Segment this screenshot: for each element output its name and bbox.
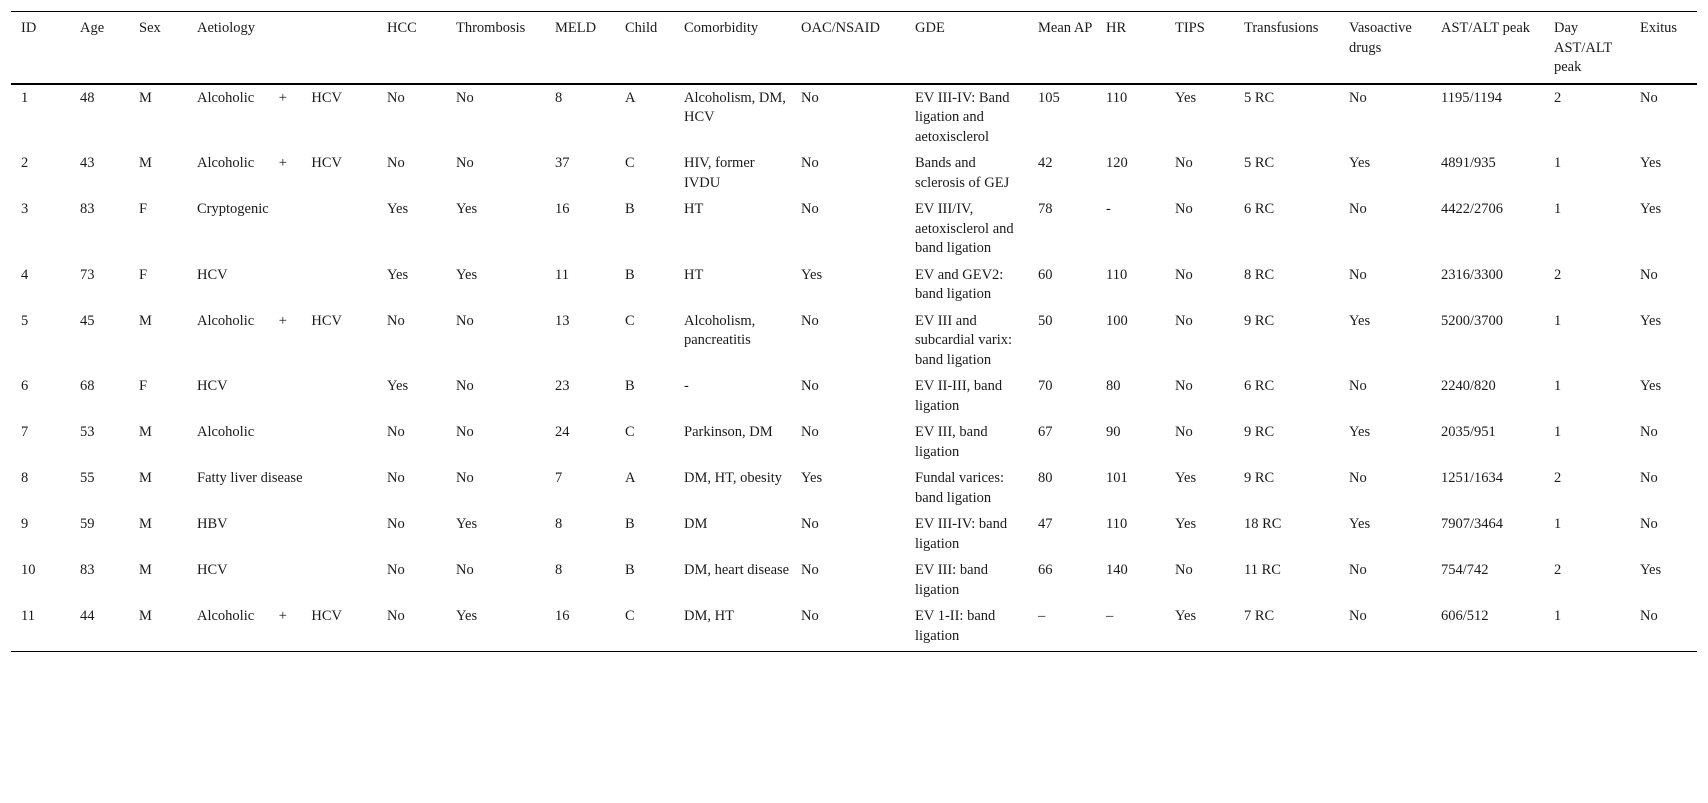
- cell-tips: No: [1175, 562, 1193, 578]
- cell-meld: 13: [555, 312, 570, 329]
- cell-child: C: [625, 155, 635, 171]
- table-body: [11, 84, 1697, 652]
- cell-exitus: No: [1640, 89, 1658, 106]
- cell-hcc: Yes: [387, 378, 409, 394]
- cell-ast-alt-peak: 606/512: [1431, 603, 1544, 652]
- cell-ast-alt-peak: 2316/3300: [1441, 266, 1504, 283]
- cell-day-ast-alt-peak: 2: [1554, 266, 1562, 283]
- cell-meld: 37: [555, 155, 570, 171]
- cell-gde: Fundal varices: band ligation: [915, 470, 1004, 506]
- table-row: [11, 84, 1697, 151]
- cell-oac-nsaid: No: [801, 424, 819, 440]
- cell-age: 43: [80, 155, 95, 171]
- cell-ast-alt-peak: 1251/1634: [1441, 470, 1504, 486]
- cell-mean-ap: 50: [1038, 312, 1053, 329]
- aetiology-part: HCV: [311, 608, 342, 624]
- cell-id: 1: [21, 89, 29, 106]
- aetiology-part: +: [278, 89, 287, 106]
- cell-oac-nsaid: No: [801, 562, 819, 578]
- cell-transfusions: 9 RC: [1244, 424, 1275, 440]
- cell-child: B: [625, 516, 635, 532]
- col-header-meld: MELD: [545, 12, 615, 84]
- cell-comorbidity: HT: [684, 201, 704, 217]
- cell-vasoactive-drugs: Yes: [1349, 155, 1371, 171]
- col-header-hcc: HCC: [377, 12, 446, 84]
- cell-vasoactive-drugs: No: [1349, 470, 1367, 486]
- cell-comorbidity: DM, HT: [674, 603, 791, 652]
- cell-exitus: No: [1640, 470, 1658, 486]
- cell-exitus: No: [1640, 266, 1658, 283]
- cell-vasoactive-drugs: Yes: [1349, 312, 1371, 329]
- cell-comorbidity: HT: [684, 266, 704, 283]
- cell-comorbidity: -: [684, 378, 689, 394]
- table-row: [11, 373, 1697, 419]
- cell-transfusions: 5 RC: [1244, 89, 1275, 106]
- cell-ast-alt-peak: 7907/3464: [1441, 516, 1504, 532]
- cell-oac-nsaid: No: [801, 155, 819, 171]
- cell-mean-ap: 66: [1038, 562, 1053, 578]
- cell-day-ast-alt-peak: 1: [1554, 312, 1562, 329]
- cell-transfusions: 9 RC: [1244, 470, 1275, 486]
- cell-vasoactive-drugs: No: [1349, 89, 1367, 106]
- cell-transfusions: 9 RC: [1244, 312, 1275, 329]
- cell-gde: EV III: band ligation: [915, 562, 989, 598]
- cell-aetiology: HCV: [197, 266, 228, 283]
- cell-sex: M: [139, 89, 152, 106]
- cell-gde: EV III/IV, aetoxisclerol and band ligation: [915, 201, 1014, 256]
- cell-gde: EV 1-II: band ligation: [905, 603, 1028, 652]
- cell-child: A: [625, 470, 636, 486]
- aetiology-part: HCV: [311, 155, 342, 171]
- table-row: [11, 603, 1697, 652]
- cell-day-ast-alt-peak: 1: [1554, 516, 1562, 532]
- cell-meld: 11: [555, 266, 569, 283]
- cell-child: B: [625, 201, 635, 217]
- cell-meld: 24: [555, 424, 570, 440]
- cell-oac-nsaid: No: [801, 201, 819, 217]
- cell-thrombosis: Yes: [446, 603, 545, 652]
- cell-comorbidity: HIV, former IVDU: [684, 155, 755, 191]
- cell-transfusions: 6 RC: [1244, 378, 1275, 394]
- cell-gde: EV III, band ligation: [915, 424, 988, 460]
- cell-hr: 110: [1106, 516, 1128, 532]
- aetiology-part: +: [278, 312, 287, 329]
- col-header-tips: TIPS: [1165, 12, 1234, 84]
- cell-mean-ap: 60: [1038, 266, 1053, 283]
- cell-age: 55: [80, 470, 95, 486]
- cell-hr: 90: [1106, 424, 1121, 440]
- cell-aetiology: [187, 150, 377, 196]
- cell-day-ast-alt-peak: 2: [1554, 562, 1562, 578]
- cell-id: 4: [21, 266, 29, 283]
- cell-sex: F: [139, 378, 148, 394]
- cell-hcc: No: [387, 470, 405, 486]
- col-header-ast-alt-peak: AST/ALT peak: [1431, 12, 1544, 84]
- cell-hr: 100: [1106, 312, 1128, 329]
- cell-ast-alt-peak: 2035/951: [1441, 424, 1496, 440]
- cell-comorbidity: Alcoholism, DM, HCV: [684, 89, 786, 125]
- cell-exitus: Yes: [1640, 155, 1662, 171]
- cell-meld: 16: [545, 603, 615, 652]
- aetiology-compound: [197, 607, 342, 627]
- aetiology-compound: [197, 312, 342, 332]
- cell-sex: M: [139, 562, 152, 578]
- cell-mean-ap: –: [1028, 603, 1096, 652]
- cell-sex: M: [139, 312, 152, 329]
- cell-sex: F: [139, 201, 148, 217]
- cell-vasoactive-drugs: No: [1339, 603, 1431, 652]
- cell-hcc: Yes: [387, 201, 409, 217]
- cell-sex: M: [129, 603, 187, 652]
- header-row: [11, 12, 1697, 84]
- table-row: [11, 511, 1697, 557]
- cell-hcc: No: [387, 516, 405, 532]
- table-row: [11, 196, 1697, 262]
- col-header-gde: GDE: [905, 12, 1028, 84]
- cell-gde: EV III-IV: band ligation: [915, 516, 1008, 552]
- table-row: [11, 557, 1697, 603]
- cell-hr: 110: [1106, 89, 1128, 106]
- cell-id: 3: [21, 201, 29, 217]
- cell-id: 6: [21, 378, 29, 394]
- cell-sex: M: [139, 470, 152, 486]
- cell-hr: 140: [1106, 562, 1128, 578]
- col-header-hr: HR: [1096, 12, 1165, 84]
- col-header-id: ID: [11, 12, 70, 84]
- cell-aetiology: HCV: [197, 562, 228, 578]
- cell-meld: 16: [555, 201, 570, 217]
- cell-day-ast-alt-peak: 2: [1554, 89, 1562, 106]
- cell-id: 8: [21, 470, 29, 486]
- cell-mean-ap: 42: [1038, 155, 1053, 171]
- cell-transfusions: 11 RC: [1244, 562, 1281, 578]
- col-header-exitus: Exitus: [1630, 12, 1697, 84]
- cell-oac-nsaid: Yes: [801, 470, 823, 486]
- cell-child: C: [615, 603, 674, 652]
- cell-child: A: [625, 89, 636, 106]
- cell-aetiology: Cryptogenic: [197, 201, 269, 217]
- cell-child: B: [625, 378, 635, 394]
- cell-age: 83: [80, 562, 95, 578]
- aetiology-compound: [197, 154, 342, 174]
- col-header-vasoactive-drugs: Vasoactive drugs: [1339, 12, 1431, 84]
- cell-age: 53: [80, 424, 95, 440]
- aetiology-part: HCV: [311, 89, 342, 106]
- cell-age: 59: [80, 516, 95, 532]
- cell-hcc: No: [377, 603, 446, 652]
- cell-transfusions: 7 RC: [1234, 603, 1339, 652]
- cell-mean-ap: 47: [1038, 516, 1053, 532]
- cell-mean-ap: 70: [1038, 378, 1053, 394]
- cell-aetiology: Alcoholic: [197, 424, 255, 440]
- cell-tips: No: [1175, 201, 1193, 217]
- cell-thrombosis: No: [456, 155, 474, 171]
- cell-ast-alt-peak: 5200/3700: [1441, 312, 1504, 329]
- cell-oac-nsaid: No: [791, 603, 905, 652]
- cell-ast-alt-peak: 4422/2706: [1441, 201, 1504, 217]
- cell-comorbidity: Alcoholism, pancreatitis: [684, 312, 756, 348]
- cell-comorbidity: DM, heart disease: [684, 562, 790, 578]
- cell-id: 9: [21, 516, 29, 532]
- cell-hr: 120: [1106, 155, 1128, 171]
- cell-hcc: No: [387, 562, 405, 578]
- cell-exitus: No: [1630, 603, 1697, 652]
- cell-child: C: [625, 312, 635, 329]
- cell-tips: Yes: [1175, 89, 1197, 106]
- col-header-sex: Sex: [129, 12, 187, 84]
- cell-aetiology: HCV: [197, 378, 228, 394]
- col-header-aetiology: Aetiology: [187, 12, 377, 84]
- cell-vasoactive-drugs: No: [1349, 562, 1367, 578]
- col-header-age: Age: [70, 12, 129, 84]
- cell-ast-alt-peak: 754/742: [1441, 562, 1489, 578]
- aetiology-part: HCV: [311, 312, 342, 329]
- cell-hr: 101: [1106, 470, 1128, 486]
- table-row: [11, 465, 1697, 511]
- cell-transfusions: 5 RC: [1244, 155, 1275, 171]
- cell-vasoactive-drugs: No: [1349, 378, 1367, 394]
- table-row: [11, 262, 1697, 308]
- col-header-thrombosis: Thrombosis: [446, 12, 545, 84]
- cell-thrombosis: No: [456, 562, 474, 578]
- cell-hcc: No: [387, 312, 405, 329]
- cell-mean-ap: 67: [1038, 424, 1053, 440]
- cell-thrombosis: Yes: [456, 516, 478, 532]
- cell-comorbidity: Parkinson, DM: [684, 424, 773, 440]
- cell-oac-nsaid: No: [801, 378, 819, 394]
- cell-aetiology: HBV: [197, 516, 228, 532]
- cell-age: 44: [70, 603, 129, 652]
- cell-child: B: [625, 266, 635, 283]
- cell-id: 7: [21, 424, 29, 440]
- table-row: [11, 308, 1697, 374]
- cell-age: 83: [80, 201, 95, 217]
- cell-age: 73: [80, 266, 95, 283]
- cell-day-ast-alt-peak: 1: [1554, 155, 1562, 171]
- aetiology-part: +: [278, 155, 287, 171]
- cell-tips: No: [1175, 378, 1193, 394]
- cell-mean-ap: 105: [1038, 89, 1060, 106]
- cell-exitus: Yes: [1640, 562, 1662, 578]
- cell-vasoactive-drugs: No: [1349, 266, 1367, 283]
- cell-hcc: No: [387, 89, 405, 106]
- cell-sex: M: [139, 424, 152, 440]
- col-header-transfusions: Transfusions: [1234, 12, 1339, 84]
- col-header-comorbidity: Comorbidity: [674, 12, 791, 84]
- cell-oac-nsaid: Yes: [801, 266, 823, 283]
- cell-age: 68: [80, 378, 95, 394]
- cell-ast-alt-peak: 4891/935: [1441, 155, 1496, 171]
- cell-id: 11: [11, 603, 70, 652]
- cell-mean-ap: 78: [1038, 201, 1053, 217]
- table-row: [11, 150, 1697, 196]
- col-header-day-ast-alt-peak: Day AST/ALT peak: [1544, 12, 1630, 84]
- cell-gde: EV III-IV: Band ligation and aetoxisclerol: [915, 89, 1010, 145]
- cell-sex: M: [139, 516, 152, 532]
- cell-tips: Yes: [1175, 470, 1197, 486]
- cell-thrombosis: Yes: [456, 201, 478, 217]
- cell-exitus: Yes: [1640, 312, 1662, 329]
- cell-thrombosis: No: [456, 470, 474, 486]
- aetiology-part: Alcoholic: [197, 312, 255, 329]
- cell-tips: No: [1175, 266, 1193, 283]
- cell-gde: Bands and sclerosis of GEJ: [915, 155, 1010, 191]
- cell-aetiology: Fatty liver disease: [197, 470, 303, 486]
- cell-meld: 8: [555, 516, 563, 532]
- cell-exitus: Yes: [1640, 201, 1662, 217]
- cell-exitus: No: [1640, 516, 1658, 532]
- cell-tips: No: [1175, 312, 1193, 329]
- table-row: [11, 419, 1697, 465]
- cell-gde: EV II-III, band ligation: [915, 378, 1003, 414]
- cell-comorbidity: DM: [684, 516, 708, 532]
- cell-meld: 23: [555, 378, 570, 394]
- cell-mean-ap: 80: [1038, 470, 1053, 486]
- cell-hr: –: [1096, 603, 1165, 652]
- cell-ast-alt-peak: 2240/820: [1441, 378, 1496, 394]
- cell-sex: F: [139, 266, 148, 283]
- cell-hcc: No: [387, 424, 405, 440]
- cell-vasoactive-drugs: Yes: [1349, 424, 1371, 440]
- cell-thrombosis: No: [456, 424, 474, 440]
- cell-thrombosis: No: [456, 378, 474, 394]
- cell-thrombosis: Yes: [456, 266, 478, 283]
- cell-child: B: [625, 562, 635, 578]
- cell-meld: 8: [555, 562, 563, 578]
- cell-aetiology: [187, 84, 377, 151]
- cell-id: 10: [21, 562, 36, 578]
- cell-id: 5: [21, 312, 29, 329]
- cell-comorbidity: DM, HT, obesity: [684, 470, 783, 486]
- cell-thrombosis: No: [456, 312, 474, 329]
- cell-oac-nsaid: No: [801, 516, 819, 532]
- cell-meld: 7: [555, 470, 563, 486]
- cell-gde: EV III and subcardial varix: band ligation: [915, 312, 1013, 368]
- cell-vasoactive-drugs: No: [1349, 201, 1367, 217]
- col-header-oac-nsaid: OAC/NSAID: [791, 12, 905, 84]
- cell-id: 2: [21, 155, 29, 171]
- cell-sex: M: [139, 155, 152, 171]
- cell-tips: Yes: [1175, 516, 1197, 532]
- cell-tips: No: [1175, 155, 1193, 171]
- patient-table: [11, 11, 1697, 652]
- aetiology-compound: [197, 89, 342, 109]
- cell-tips: Yes: [1165, 603, 1234, 652]
- col-header-child: Child: [615, 12, 674, 84]
- cell-oac-nsaid: No: [801, 312, 819, 329]
- cell-hcc: No: [387, 155, 405, 171]
- cell-meld: 8: [555, 89, 563, 106]
- cell-age: 45: [80, 312, 95, 329]
- cell-exitus: Yes: [1640, 378, 1662, 394]
- cell-tips: No: [1175, 424, 1193, 440]
- cell-day-ast-alt-peak: 1: [1544, 603, 1630, 652]
- cell-thrombosis: No: [456, 89, 474, 106]
- cell-hr: -: [1106, 201, 1111, 217]
- cell-day-ast-alt-peak: 1: [1554, 378, 1562, 394]
- cell-aetiology: [187, 308, 377, 374]
- aetiology-part: Alcoholic: [197, 89, 255, 106]
- cell-oac-nsaid: No: [801, 89, 819, 106]
- col-header-mean-ap: Mean AP: [1028, 12, 1096, 84]
- cell-day-ast-alt-peak: 1: [1554, 424, 1562, 440]
- cell-day-ast-alt-peak: 2: [1554, 470, 1562, 486]
- cell-ast-alt-peak: 1195/1194: [1441, 89, 1502, 106]
- cell-exitus: No: [1640, 424, 1658, 440]
- aetiology-part: Alcoholic: [197, 608, 255, 624]
- cell-gde: EV and GEV2: band ligation: [915, 266, 1004, 302]
- cell-child: C: [625, 424, 635, 440]
- cell-transfusions: 6 RC: [1244, 201, 1275, 217]
- aetiology-part: Alcoholic: [197, 155, 255, 171]
- cell-transfusions: 18 RC: [1244, 516, 1282, 532]
- cell-aetiology: [187, 603, 377, 652]
- cell-vasoactive-drugs: Yes: [1349, 516, 1371, 532]
- cell-hr: 110: [1106, 266, 1128, 283]
- cell-hr: 80: [1106, 378, 1121, 394]
- cell-hcc: Yes: [387, 266, 409, 283]
- data-table-container: [11, 11, 1697, 652]
- aetiology-part: +: [278, 608, 287, 624]
- cell-day-ast-alt-peak: 1: [1554, 201, 1562, 217]
- cell-transfusions: 8 RC: [1244, 266, 1275, 283]
- cell-age: 48: [80, 89, 95, 106]
